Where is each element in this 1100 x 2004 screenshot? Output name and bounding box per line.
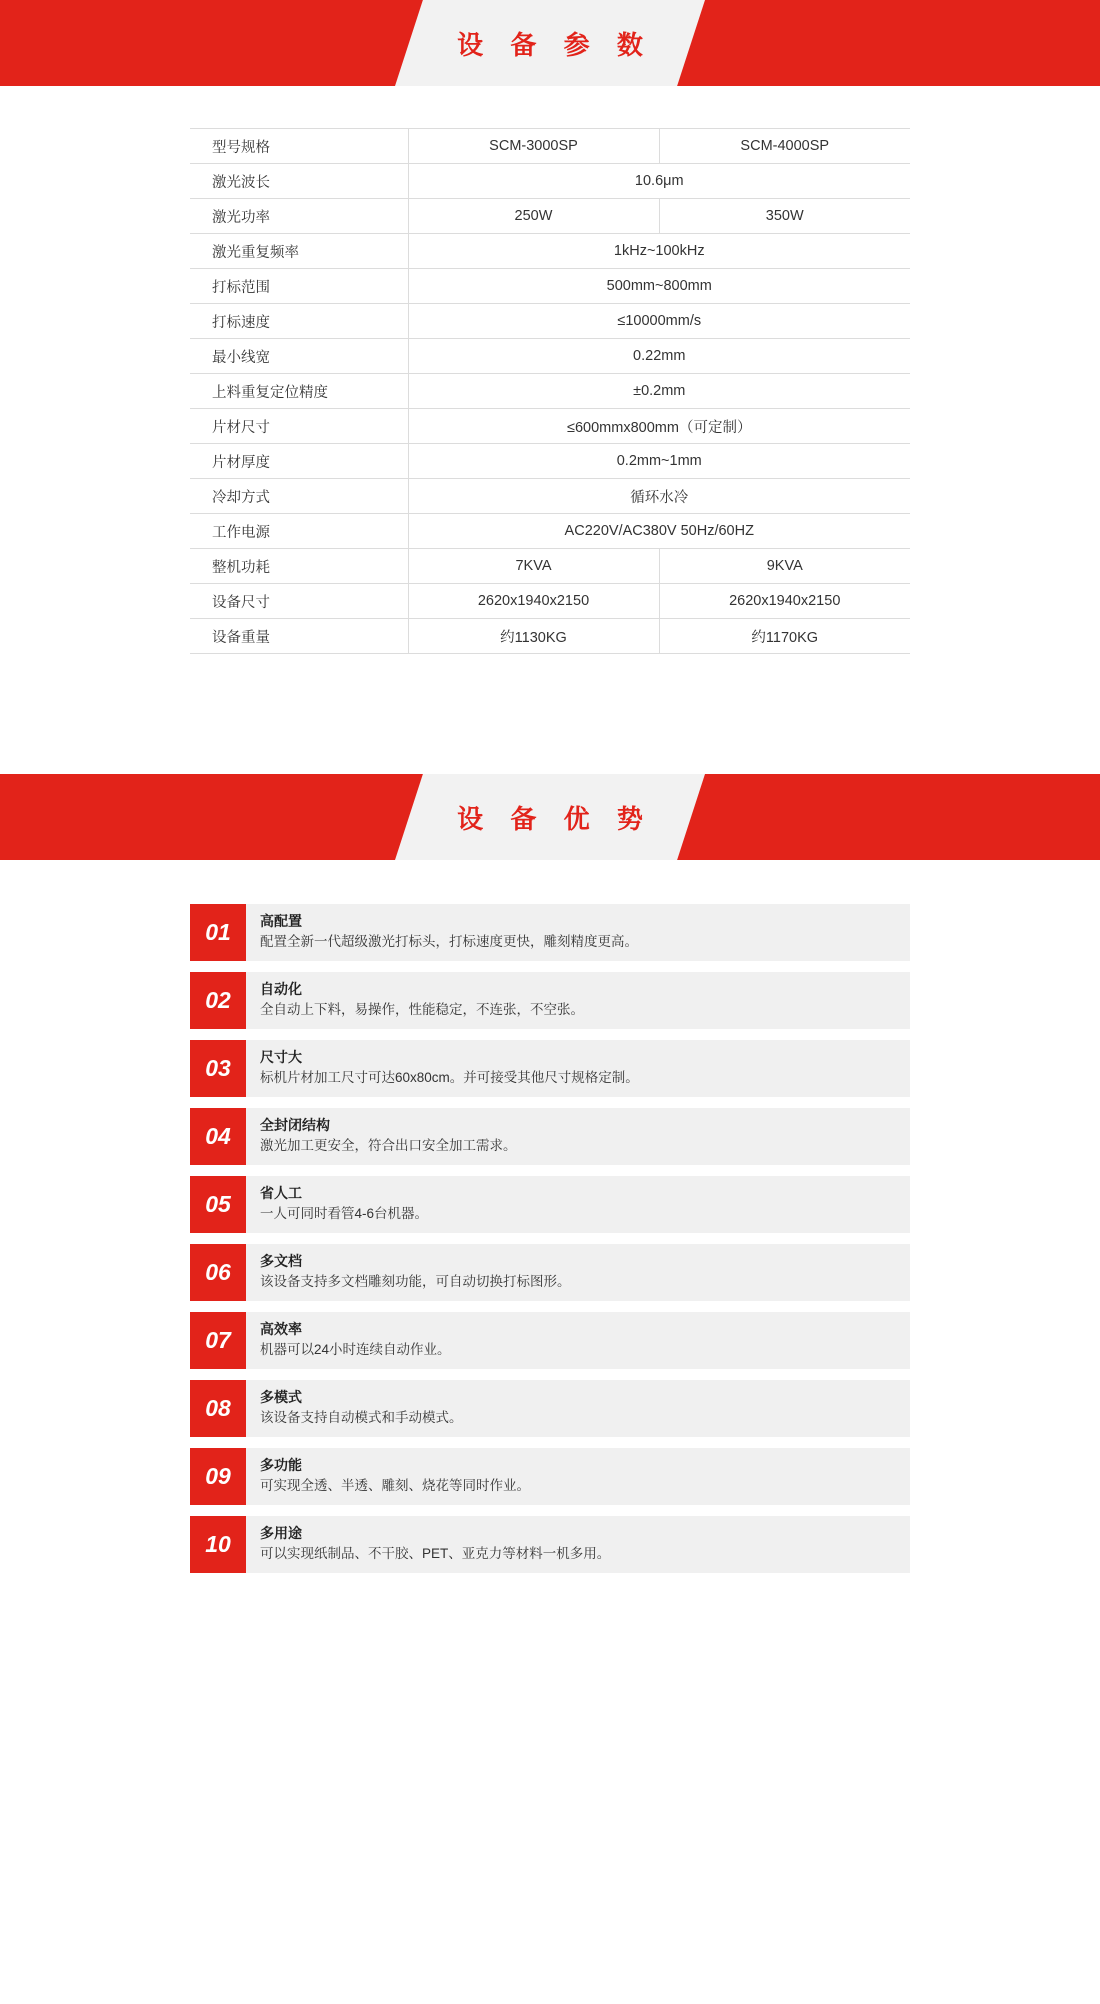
- spec-table-section: [190, 86, 910, 654]
- advantage-desc: 该设备支持多文档雕刻功能，可自动切换打标图形。: [260, 1274, 571, 1289]
- table-row: [190, 584, 910, 619]
- advantage-title: 高效率: [260, 1321, 302, 1337]
- advantage-number: 05: [190, 1176, 246, 1233]
- advantage-title: 省人工: [260, 1185, 302, 1201]
- advantage-body: [246, 1516, 910, 1573]
- list-item: [190, 904, 910, 961]
- advantage-title: 多用途: [260, 1525, 302, 1541]
- list-item: [190, 1380, 910, 1437]
- table-row: [190, 234, 910, 269]
- spec-label: 最小线宽: [190, 339, 408, 374]
- list-item: [190, 972, 910, 1029]
- spec-value-1: 循环水冷: [408, 479, 910, 514]
- spec-label: 片材厚度: [190, 444, 408, 479]
- spec-value-1: 1kHz~100kHz: [408, 234, 910, 269]
- spec-value-1: 0.22mm: [408, 339, 910, 374]
- advantage-number: 10: [190, 1516, 246, 1573]
- advantage-title: 多功能: [260, 1457, 302, 1473]
- spec-label: 型号规格: [190, 129, 408, 164]
- advantage-title: 尺寸大: [260, 1049, 302, 1065]
- advantage-body: [246, 1448, 910, 1505]
- spec-label: 片材尺寸: [190, 409, 408, 444]
- advantage-body: [246, 972, 910, 1029]
- advantage-desc: 配置全新一代超级激光打标头，打标速度更快，雕刻精度更高。: [260, 934, 638, 949]
- spec-value-1: 2620x1940x2150: [408, 584, 659, 619]
- spec-value-1: 500mm~800mm: [408, 269, 910, 304]
- table-row: [190, 199, 910, 234]
- advantage-title: 多模式: [260, 1389, 302, 1405]
- table-row: [190, 514, 910, 549]
- spec-table-body: [190, 129, 910, 654]
- spec-value-2: 9KVA: [659, 549, 910, 584]
- list-item: [190, 1244, 910, 1301]
- spec-label: 冷却方式: [190, 479, 408, 514]
- advantage-body: [246, 1040, 910, 1097]
- advantage-desc: 机器可以24小时连续自动作业。: [260, 1342, 451, 1357]
- list-item: [190, 1312, 910, 1369]
- spec-label: 工作电源: [190, 514, 408, 549]
- advantage-title: 高配置: [260, 913, 302, 929]
- table-row: [190, 304, 910, 339]
- advantage-title: 多文档: [260, 1253, 302, 1269]
- advantage-title: 自动化: [260, 981, 302, 997]
- list-item: [190, 1040, 910, 1097]
- section-banner-params: [0, 0, 1100, 86]
- advantage-desc: 可以实现纸制品、不干胶、PET、亚克力等材料一机多用。: [260, 1546, 611, 1561]
- spec-value-1: 250W: [408, 199, 659, 234]
- advantage-body: [246, 1380, 910, 1437]
- advantage-body: [246, 904, 910, 961]
- table-row: [190, 549, 910, 584]
- advantage-desc: 标机片材加工尺寸可达60x80cm。并可接受其他尺寸规格定制。: [260, 1070, 639, 1085]
- advantage-body: [246, 1244, 910, 1301]
- advantage-number: 04: [190, 1108, 246, 1165]
- table-row: [190, 374, 910, 409]
- table-row: [190, 129, 910, 164]
- advantage-number: 02: [190, 972, 246, 1029]
- spec-label: 激光重复频率: [190, 234, 408, 269]
- spec-label: 打标范围: [190, 269, 408, 304]
- table-row: [190, 269, 910, 304]
- spec-value-1: 10.6μm: [408, 164, 910, 199]
- advantage-number: 06: [190, 1244, 246, 1301]
- spec-value-1: SCM-3000SP: [408, 129, 659, 164]
- advantage-number: 07: [190, 1312, 246, 1369]
- advantage-desc: 该设备支持自动模式和手动模式。: [260, 1410, 463, 1425]
- advantage-desc: 可实现全透、半透、雕刻、烧花等同时作业。: [260, 1478, 530, 1493]
- spec-value-2: 2620x1940x2150: [659, 584, 910, 619]
- advantage-desc: 一人可同时看管4-6台机器。: [260, 1206, 429, 1221]
- spec-value-1: ±0.2mm: [408, 374, 910, 409]
- list-item: [190, 1448, 910, 1505]
- list-item: [190, 1516, 910, 1573]
- advantage-number: 09: [190, 1448, 246, 1505]
- spec-label: 上料重复定位精度: [190, 374, 408, 409]
- advantage-body: [246, 1312, 910, 1369]
- table-row: [190, 479, 910, 514]
- list-item: [190, 1108, 910, 1165]
- spec-value-1: 7KVA: [408, 549, 659, 584]
- table-row: [190, 444, 910, 479]
- spec-value-2: 约1170KG: [659, 619, 910, 654]
- spec-value-1: AC220V/AC380V 50Hz/60HZ: [408, 514, 910, 549]
- advantage-body: [246, 1176, 910, 1233]
- spec-value-1: ≤600mmx800mm（可定制）: [408, 409, 910, 444]
- spec-label: 设备尺寸: [190, 584, 408, 619]
- spec-table: [190, 128, 910, 654]
- advantage-body: [246, 1108, 910, 1165]
- spec-value-1: 0.2mm~1mm: [408, 444, 910, 479]
- advantage-number: 01: [190, 904, 246, 961]
- section-spacer: [0, 654, 1100, 774]
- spec-value-2: 350W: [659, 199, 910, 234]
- section-title-advantages: 设 备 优 势: [457, 803, 653, 834]
- advantage-desc: 激光加工更安全，符合出口安全加工需求。: [260, 1138, 517, 1153]
- section-title-params: 设 备 参 数: [457, 29, 653, 60]
- spec-value-1: 约1130KG: [408, 619, 659, 654]
- advantage-number: 03: [190, 1040, 246, 1097]
- table-row: [190, 409, 910, 444]
- advantage-list: [190, 860, 910, 1644]
- table-row: [190, 164, 910, 199]
- spec-label: 激光波长: [190, 164, 408, 199]
- advantage-title: 全封闭结构: [260, 1117, 330, 1133]
- spec-value-2: SCM-4000SP: [659, 129, 910, 164]
- spec-label: 打标速度: [190, 304, 408, 339]
- advantage-desc: 全自动上下料，易操作，性能稳定，不连张，不空张。: [260, 1002, 584, 1017]
- spec-label: 激光功率: [190, 199, 408, 234]
- table-row: [190, 619, 910, 654]
- spec-label: 设备重量: [190, 619, 408, 654]
- advantage-number: 08: [190, 1380, 246, 1437]
- table-row: [190, 339, 910, 374]
- section-banner-advantages: [0, 774, 1100, 860]
- spec-value-1: ≤10000mm/s: [408, 304, 910, 339]
- spec-label: 整机功耗: [190, 549, 408, 584]
- list-item: [190, 1176, 910, 1233]
